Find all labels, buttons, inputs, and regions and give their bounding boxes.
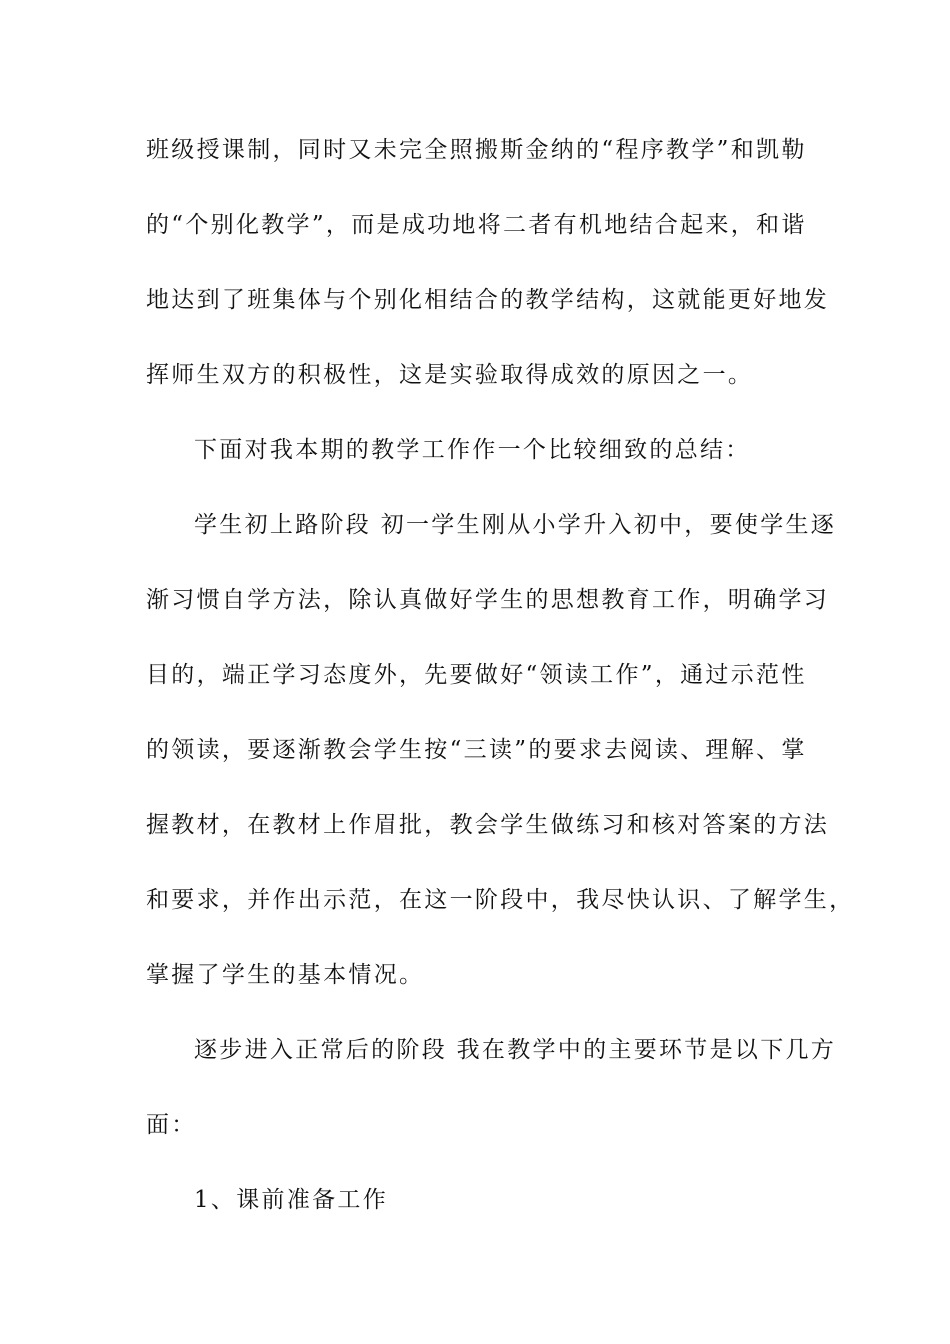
paragraph-line: 班级授课制，同时又未完全照搬斯金纳的“程序教学”和凯勒 [146, 137, 807, 163]
paragraph-line: 和要求，并作出示范，在这一阶段中，我尽快认识、了解学生， [146, 887, 855, 913]
paragraph-line: 下面对我本期的教学工作作一个比较细致的总结： [194, 437, 751, 463]
paragraph-line: 面： [146, 1112, 197, 1138]
paragraph-line: 掌握了学生的基本情况。 [146, 962, 425, 988]
paragraph-line: 目的，端正学习态度外，先要做好“领读工作”，通过示范性 [146, 662, 807, 688]
paragraph-line: 挥师生双方的积极性，这是实验取得成效的原因之一。 [146, 362, 754, 388]
paragraph-line: 握教材，在教材上作眉批，教会学生做练习和核对答案的方法 [146, 812, 830, 838]
paragraph-line: 逐步进入正常后的阶段 我在教学中的主要环节是以下几方 [194, 1037, 837, 1063]
paragraph-line: 的领读，要逐渐教会学生按“三读”的要求去阅读、理解、掌 [146, 737, 807, 763]
paragraph-line: 学生初上路阶段 初一学生刚从小学升入初中，要使学生逐 [194, 512, 837, 538]
section-heading: 1、课前准备工作 [194, 1187, 389, 1213]
paragraph-line: 渐习惯自学方法，除认真做好学生的思想教育工作，明确学习 [146, 587, 830, 613]
paragraph-line: 地达到了班集体与个别化相结合的教学结构，这就能更好地发 [146, 287, 830, 313]
paragraph-line: 的“个别化教学”，而是成功地将二者有机地结合起来，和谐 [146, 212, 807, 238]
